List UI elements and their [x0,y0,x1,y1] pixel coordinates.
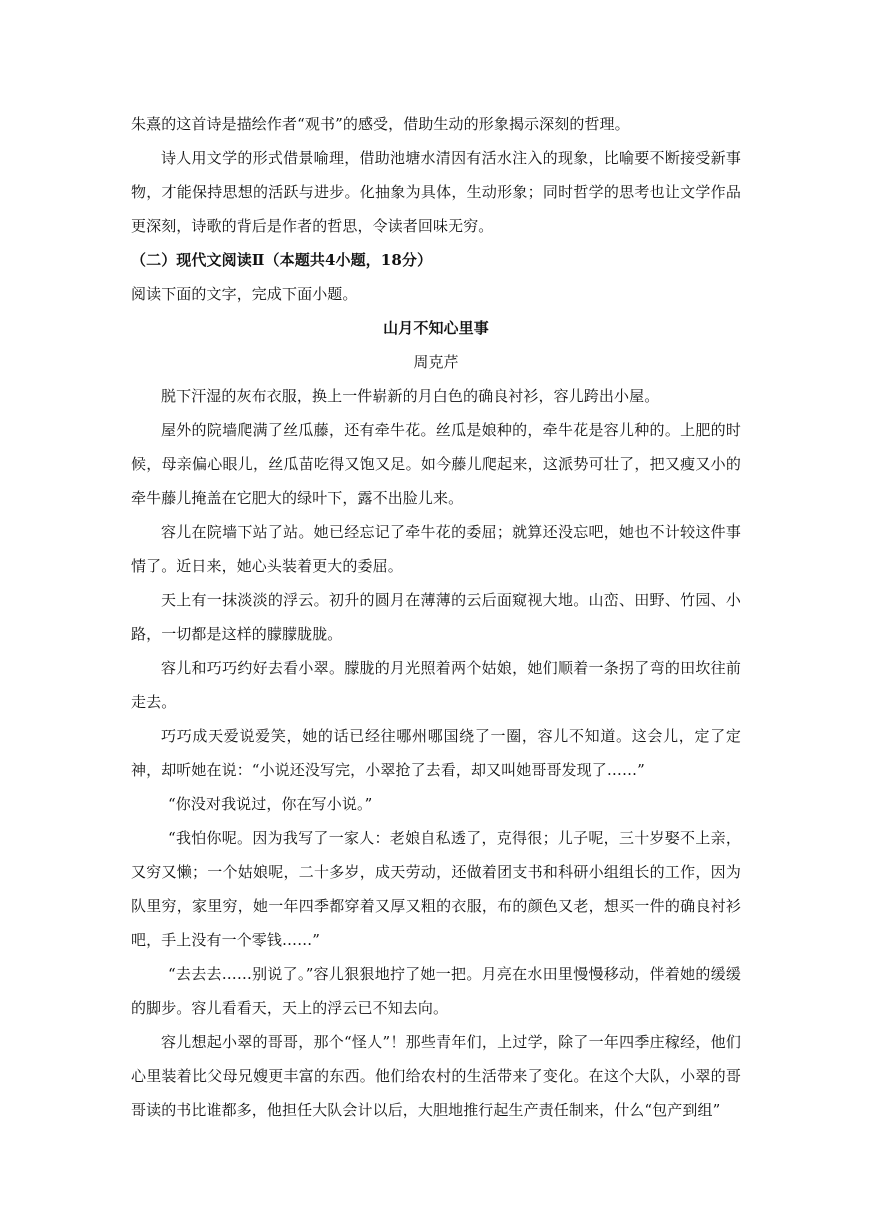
article-paragraph: 容儿在院墙下站了站。她已经忘记了牵牛花的委屈；就算还没忘吧，她也不计较这件事情了。近日来，她心头装着更大的委屈。 [131,523,741,575]
article-paragraph: 屋外的院墙爬满了丝瓜藤，还有牵牛花。丝瓜是娘种的，牵牛花是容儿种的。上肥的时候，母亲偏心眼儿，丝瓜苗吃得又饱又足。如今藤儿爬起来，这派势可壮了，把又瘦又小的牵牛藤儿掩盖在它肥大的绿叶下，露不出脸儿来。 [131,421,741,507]
article-title: 山月不知心里事 [383,319,489,337]
article-paragraph: “你没对我说过，你在写小说。” [168,795,373,813]
section-heading: （二）现代文阅读Ⅱ（本题共4小题，18分） [131,251,433,269]
article-paragraph: 脱下汗湿的灰布衣服，换上一件崭新的月白色的确良衬衫，容儿跨出小屋。 [161,387,660,405]
section-instruction: 阅读下面的文字，完成下面小题。 [131,285,358,303]
article-author: 周克芹 [413,353,459,371]
intro-paragraph-2: 诗人用文学的形式借景喻理，借助池塘水清因有活水注入的现象，比喻要不断接受新事物，才能保持思想的活跃与进步。化抽象为具体，生动形象；同时哲学的思考也让文学作品更深刻，诗歌的背后是作者的哲思，令读者回味无穷。 [131,149,741,235]
article-paragraph: “我怕你呢。因为我写了一家人：老娘自私透了，克得很；儿子呢，三十岁娶不上亲，又穷又懒；一个姑娘呢，二十多岁，成天劳动，还做着团支书和科研小组组长的工作，因为队里穷，家里穷，她一年四季都穿着又厚又粗的衣服，布的颜色又老，想买一件的确良衬衫吧，手上没有一个零钱……” [131,829,741,949]
article-paragraph: 容儿想起小翠的哥哥，那个“怪人”！那些青年们，上过学，除了一年四季庄稼经，他们心里装着比父母兄嫂更丰富的东西。他们给农村的生活带来了变化。在这个大队，小翠的哥哥读的书比谁都多，他担任大队会计以后，大胆地推行起生产责任制来，什么“包产到组” [131,1033,741,1119]
article-paragraph: “去去去……别说了。”容儿狠狠地拧了她一把。月亮在水田里慢慢移动，伴着她的缓缓的脚步。容儿看看天，天上的浮云已不知去向。 [131,965,741,1017]
article-paragraph: 容儿和巧巧约好去看小翠。朦胧的月光照着两个姑娘，她们顺着一条拐了弯的田坎往前走去。 [131,659,741,711]
article-paragraph: 天上有一抹淡淡的浮云。初升的圆月在薄薄的云后面窥视大地。山峦、田野、竹园、小路，一切都是这样的朦朦胧胧。 [131,591,741,643]
intro-paragraph-1: 朱熹的这首诗是描绘作者“观书”的感受，借助生动的形象揭示深刻的哲理。 [131,115,630,133]
article-paragraph: 巧巧成天爱说爱笑，她的话已经往哪州哪国绕了一圈，容儿不知道。这会儿，定了定神，却听她在说：“小说还没写完，小翠抢了去看，却又叫她哥哥发现了……” [131,727,741,779]
